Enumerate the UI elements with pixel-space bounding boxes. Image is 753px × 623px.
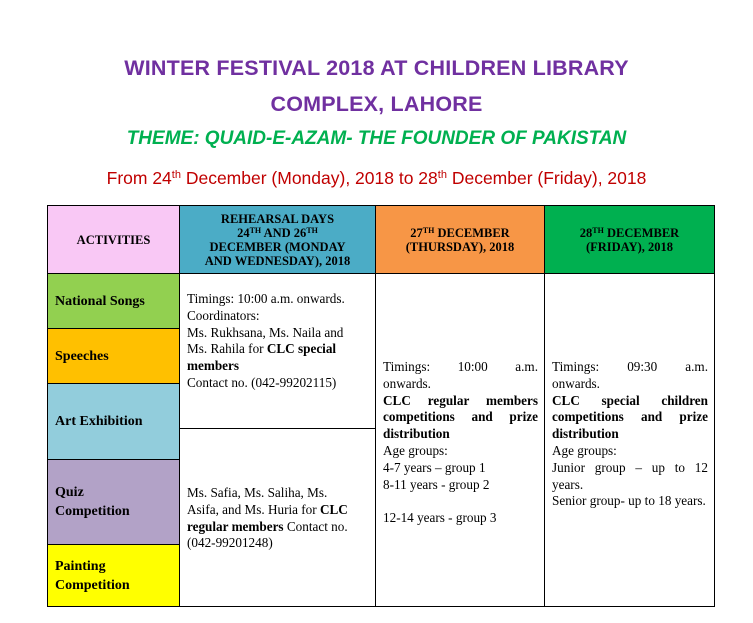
title-line-2: COMPLEX, LAHORE	[270, 92, 483, 116]
header-28-december: 28TH DECEMBER (FRIDAY), 2018	[544, 205, 715, 274]
title-line-1: WINTER FESTIVAL 2018 AT CHILDREN LIBRARY	[124, 56, 629, 80]
dec27-details: Timings: 10:00 a.m. onwards. CLC regular members competitions and prize distribution Age groups: 4-7 years – group 1 8-11 years - group 2 12-14 years - group 3	[375, 273, 545, 607]
activity-national-songs: National Songs	[47, 273, 180, 329]
activity-quiz-competition: Quiz Competition	[47, 459, 180, 545]
dec28-details: Timings: 09:30 a.m. onwards. CLC special children competitions and prize distribution Age groups: Junior group – up to 12 years. Senior group- up to 18 years.	[544, 273, 715, 607]
theme-line: THEME: QUAID-E-AZAM- THE FOUNDER OF PAKISTAN	[126, 128, 627, 149]
schedule-table	[47, 205, 715, 607]
header-rehearsal-days: REHEARSAL DAYS 24TH AND 26TH DECEMBER (MONDAY AND WEDNESDAY), 2018	[179, 205, 376, 274]
activity-art-exhibition: Art Exhibition	[47, 383, 180, 460]
rehearsal-special-members: Timings: 10:00 a.m. onwards. Coordinators: Ms. Rukhsana, Ms. Naila and Ms. Rahila for CLC special members Contact no. (042-99202115)	[179, 273, 376, 429]
activity-speeches: Speeches	[47, 328, 180, 384]
activity-painting-competition: Painting Competition	[47, 544, 180, 607]
date-range: From 24th December (Monday), 2018 to 28th December (Friday), 2018	[106, 168, 647, 188]
header-27-december: 27TH DECEMBER (THURSDAY), 2018	[375, 205, 545, 274]
header-activities: ACTIVITIES	[47, 205, 180, 274]
rehearsal-regular-members: Ms. Safia, Ms. Saliha, Ms. Asifa, and Ms. Huria for CLC regular members Contact no. (042-99201248)	[179, 428, 376, 607]
